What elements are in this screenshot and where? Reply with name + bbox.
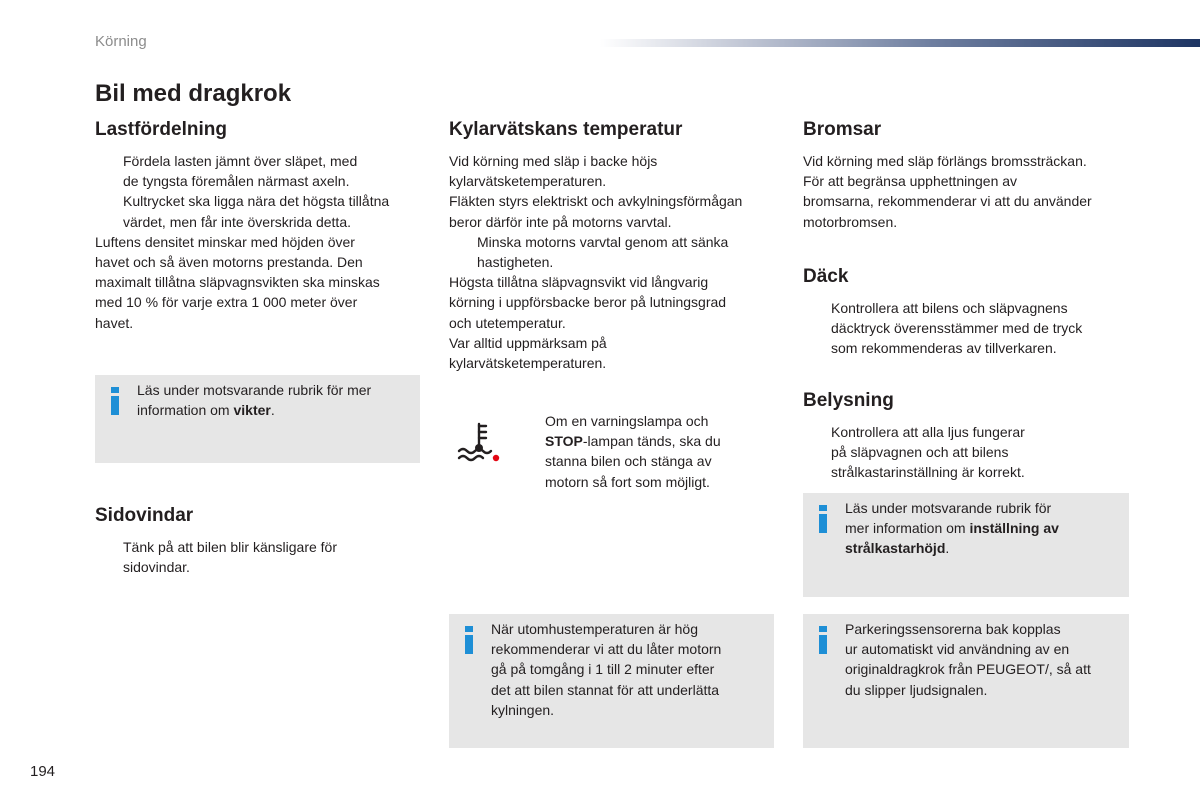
- bullet-line: värdet, men får inte överskrida detta.: [123, 213, 351, 230]
- text-line: När utomhustemperaturen är hög: [491, 621, 698, 637]
- info-text: [137, 380, 410, 420]
- coolant-temperature-warning-icon: [455, 420, 503, 466]
- text-line: ur automatiskt vid användning av en: [845, 641, 1070, 658]
- text-line: kylarvätsketemperaturen.: [449, 355, 607, 372]
- text-line: Högsta tillåtna släpvagnsvikt vid långvarig: [449, 274, 709, 291]
- text-line: [845, 538, 1119, 558]
- heading-kylarvatska: Kylarvätskans temperatur: [449, 119, 683, 140]
- info-icon: [819, 626, 827, 654]
- page-number: 194: [30, 763, 56, 780]
- text-line: Läs under motsvarande rubrik för: [845, 500, 1052, 516]
- info-box-installning: [803, 493, 1129, 597]
- text-line: och utetemperatur.: [449, 314, 566, 331]
- warning-stop-bullet: [517, 411, 757, 492]
- paragraph-kylarvatska-1: [449, 151, 779, 232]
- text-line: beror därför inte på motorns varvtal.: [449, 213, 672, 230]
- bullet-line: på släpvagnen och att bilens: [831, 444, 1009, 461]
- text-line: Parkeringssensorerna bak kopplas: [845, 621, 1061, 637]
- text-line: Var alltid uppmärksam på: [449, 334, 607, 351]
- info-box-vikter: [95, 375, 420, 463]
- info-box-hog-temperatur: [449, 614, 774, 748]
- text-line: Vid körning med släp förlängs bromssträckan.: [803, 153, 1087, 169]
- text-line: havet.: [95, 314, 134, 331]
- text-line: Luftens densitet minskar med höjden över: [95, 233, 355, 250]
- bullet-line: Tänk på att bilen blir känsligare för: [123, 539, 337, 555]
- bullet-line: däcktryck överensstämmer med de tryck: [831, 320, 1083, 337]
- bullet-dack: [803, 298, 1133, 359]
- text-line: [137, 400, 410, 420]
- paragraph-luftens-densitet: [95, 232, 425, 333]
- bullet-sidovindar: [95, 537, 425, 577]
- text-line: med 10 % för varje extra 1 000 meter över: [95, 294, 358, 311]
- bullet-line: Kontrollera att bilens och släpvagnens: [831, 300, 1068, 316]
- column-1: [95, 118, 425, 333]
- bullet-belysning: [803, 422, 1133, 483]
- bullet-line: motorn så fort som möjligt.: [545, 473, 710, 490]
- column-3-bromsar: [803, 118, 1133, 232]
- text-line: det att bilen stannat för att underlätta: [491, 681, 720, 698]
- page-title: Bil med dragkrok: [95, 80, 292, 107]
- bullet-line: de tyngsta föremålen närmast axeln.: [123, 173, 350, 190]
- bullet-line: strålkastarinställning är korrekt.: [831, 464, 1025, 481]
- text-line: bromsarna, rekommenderar vi att du använder: [803, 193, 1092, 210]
- column-3-belysning: [803, 389, 1133, 483]
- info-icon: [819, 505, 827, 533]
- heading-sidovindar: Sidovindar: [95, 505, 194, 526]
- bullet-line: som rekommenderas av tillverkaren.: [831, 340, 1057, 357]
- header-gradient-bar: [600, 39, 1200, 47]
- bullet-line: sidovindar.: [123, 559, 190, 576]
- text-line: Fläkten styrs elektriskt och avkylningsförmågan: [449, 193, 743, 210]
- text-line: kylarvätsketemperaturen.: [449, 173, 607, 190]
- heading-belysning: Belysning: [803, 390, 894, 411]
- section-label: Körning: [95, 33, 147, 50]
- text-line: motorbromsen.: [803, 213, 898, 230]
- text-line: Vid körning med släp i backe höjs: [449, 153, 658, 169]
- text-line: Läs under motsvarande rubrik för mer: [137, 382, 372, 398]
- bold-term-stop: STOP: [545, 433, 583, 450]
- text-fragment: -lampan tänds, ska du: [582, 433, 721, 450]
- info-text: [845, 498, 1119, 559]
- text-line: maximalt tillåtna släpvagnsvikten ska minskas: [95, 274, 380, 291]
- heading-lastfordelning: Lastfördelning: [95, 119, 227, 140]
- text-fragment: mer information om: [845, 520, 970, 537]
- bullet-line: Om en varningslampa och: [545, 413, 709, 429]
- text-line: kylningen.: [491, 701, 555, 718]
- text-line: originaldragkrok från PEUGEOT/, så att: [845, 661, 1091, 678]
- column-2: [449, 118, 779, 373]
- column-1-sidovindar: [95, 504, 425, 577]
- bullet-lastfordelning: [95, 151, 425, 232]
- text-fragment: .: [945, 540, 950, 557]
- heading-dack: Däck: [803, 266, 849, 287]
- bold-term-vikter: vikter: [233, 402, 271, 419]
- paragraph-bromsar: [803, 151, 1133, 232]
- info-text: [491, 619, 764, 720]
- bullet-line: Minska motorns varvtal genom att sänka: [477, 233, 729, 250]
- bullet-line: stanna bilen och stänga av: [545, 453, 712, 470]
- bullet-line: Kultrycket ska ligga nära det högsta tillåtna: [123, 193, 390, 210]
- bold-term-installning: inställning av: [969, 520, 1059, 537]
- bullet-line: [545, 431, 757, 451]
- column-3-dack: [803, 265, 1133, 359]
- info-icon: [465, 626, 473, 654]
- bullet-line: Kontrollera att alla ljus fungerar: [831, 424, 1025, 440]
- text-line: gå på tomgång i 1 till 2 minuter efter: [491, 661, 715, 678]
- text-line: rekommenderar vi att du låter motorn: [491, 641, 722, 658]
- paragraph-kylarvatska-2: [449, 272, 779, 373]
- bullet-line: Fördela lasten jämnt över släpet, med: [123, 153, 358, 169]
- text-line: du slipper ljudsignalen.: [845, 681, 988, 698]
- text-line: [845, 518, 1119, 538]
- bold-term-stralkastarhojd: strålkastarhöjd: [845, 540, 946, 557]
- text-fragment: .: [270, 402, 275, 419]
- info-icon: [111, 387, 119, 415]
- bullet-warning: [517, 411, 757, 492]
- bullet-line: hastigheten.: [477, 254, 554, 271]
- text-line: körning i uppförsbacke beror på lutningsgrad: [449, 294, 727, 311]
- text-line: För att begränsa upphettningen av: [803, 173, 1018, 190]
- info-text: [845, 619, 1119, 700]
- heading-bromsar: Bromsar: [803, 119, 882, 140]
- bullet-kylarvatska: [449, 232, 779, 272]
- info-box-parkering: [803, 614, 1129, 748]
- text-line: havet och så även motorns prestanda. Den: [95, 254, 363, 271]
- text-fragment: information om: [137, 402, 234, 419]
